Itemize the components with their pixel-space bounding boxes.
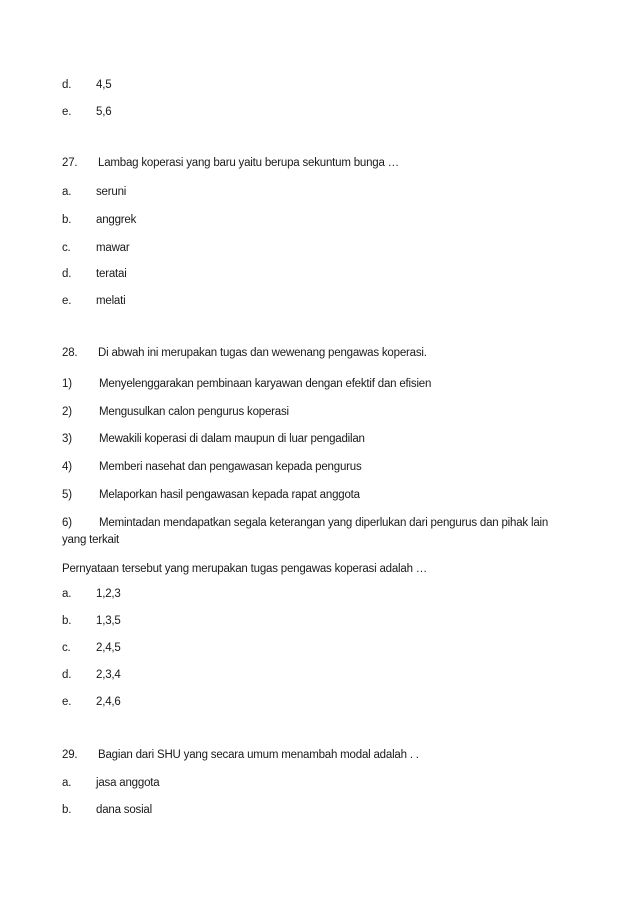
q27-option-a: [62, 184, 126, 200]
option-label: b.: [62, 615, 72, 627]
statement-label: 2): [62, 406, 72, 418]
question-27: [62, 155, 399, 171]
q27-option-d: [62, 266, 127, 282]
q28-statement-4: [62, 459, 362, 475]
option-label: a.: [62, 186, 72, 198]
statement-text: Memintadan mendapatkan segala keterangan yang diperlukan dari pengurus dan pihak lain yang terkait: [62, 517, 549, 546]
statement-text: Mengusulkan calon pengurus koperasi: [99, 406, 289, 418]
statement-label: 3): [62, 433, 72, 445]
q29-option-b: [62, 802, 152, 818]
option-d-prev: [62, 77, 111, 93]
q29-option-a: [62, 775, 159, 791]
prompt-text: Pernyataan tersebut yang merupakan tugas pengawas koperasi adalah …: [62, 563, 428, 575]
q28-statement-2: [62, 404, 289, 420]
q28-option-e: [62, 694, 121, 710]
option-text: 2,3,4: [96, 669, 121, 681]
q28-option-d: [62, 667, 121, 683]
option-label: e.: [62, 696, 72, 708]
option-text: 1,2,3: [96, 588, 121, 600]
statement-label: 1): [62, 378, 72, 390]
q28-statement-1: [62, 376, 431, 392]
question-text: Di abwah ini merupakan tugas dan wewenang pengawas koperasi.: [98, 347, 427, 359]
option-text: 2,4,6: [96, 696, 121, 708]
statement-label: 5): [62, 489, 72, 501]
statement-label: 4): [62, 461, 72, 473]
q28-statement-5: [62, 487, 360, 503]
question-text: Bagian dari SHU yang secara umum menambah modal adalah . .: [98, 749, 419, 761]
q28-statement-3: [62, 431, 365, 447]
q28-option-a: [62, 586, 121, 602]
statement-text: Melaporkan hasil pengawasan kepada rapat anggota: [99, 489, 360, 501]
option-text: dana sosial: [96, 804, 152, 816]
option-text: jasa anggota: [96, 777, 160, 789]
question-number: 28.: [62, 347, 78, 359]
option-text: 2,4,5: [96, 642, 121, 654]
option-label: a.: [62, 777, 72, 789]
option-text: mawar: [96, 242, 130, 254]
option-text: melati: [96, 295, 126, 307]
question-29: [62, 747, 419, 763]
option-text: anggrek: [96, 214, 137, 226]
option-label: b.: [62, 804, 72, 816]
option-label: a.: [62, 588, 72, 600]
statement-text: Memberi nasehat dan pengawasan kepada pengurus: [99, 461, 362, 473]
q28-statement-6: [62, 515, 552, 549]
question-text: Lambag koperasi yang baru yaitu berupa sekuntum bunga …: [98, 157, 399, 169]
option-text: teratai: [96, 268, 127, 280]
option-label: e.: [62, 106, 72, 118]
option-label: e.: [62, 295, 72, 307]
option-label: d.: [62, 669, 72, 681]
q28-option-b: [62, 613, 121, 629]
question-number: 29.: [62, 749, 78, 761]
question-number: 27.: [62, 157, 78, 169]
q28-prompt: [62, 561, 427, 577]
statement-text: Mewakili koperasi di dalam maupun di luar pengadilan: [99, 433, 365, 445]
statement-label: 6): [62, 517, 72, 529]
q27-option-b: [62, 212, 136, 228]
q27-option-e: [62, 293, 125, 309]
option-e-prev: [62, 104, 111, 120]
option-label: d.: [62, 268, 72, 280]
option-text: 4,5: [96, 79, 112, 91]
q27-option-c: [62, 240, 130, 256]
option-label: b.: [62, 214, 72, 226]
question-28: [62, 345, 427, 361]
option-label: c.: [62, 642, 71, 654]
option-text: 1,3,5: [96, 615, 121, 627]
q28-option-c: [62, 640, 121, 656]
statement-text: Menyelenggarakan pembinaan karyawan dengan efektif dan efisien: [99, 378, 432, 390]
option-label: c.: [62, 242, 71, 254]
option-text: 5,6: [96, 106, 112, 118]
option-label: d.: [62, 79, 72, 91]
option-text: seruni: [96, 186, 127, 198]
